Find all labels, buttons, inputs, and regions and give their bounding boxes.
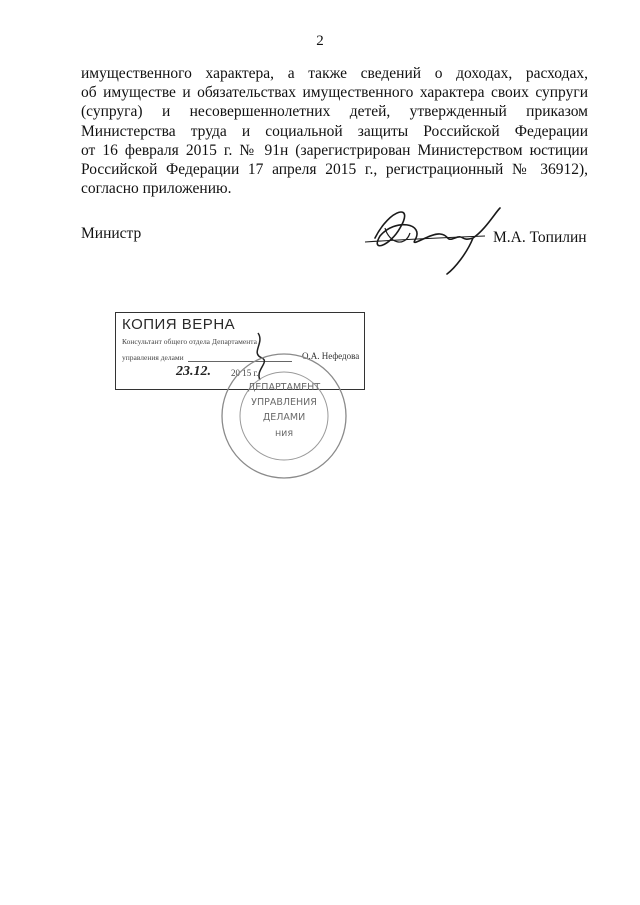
stamp-position-line: управления делами	[122, 353, 184, 362]
body-line: имущественного характера, а также сведений о доходах, расходах,	[81, 65, 588, 82]
body-line: от 16 февраля 2015 г. № 91н (зарегистрирован Министерством юстиции	[81, 141, 588, 159]
seal-line: ДЕПАРТАМЕНТ	[247, 382, 321, 393]
body-line: согласно приложению.	[81, 180, 232, 198]
official-seal	[218, 350, 350, 482]
minister-signature	[355, 198, 505, 278]
stamp-date: 23.12.	[176, 364, 211, 379]
seal-line: УПРАВЛЕНИЯ	[251, 397, 317, 408]
body-line: Министерства труда и социальной защиты Российской Федерации	[81, 122, 588, 140]
page-number: 2	[316, 33, 324, 49]
stamp-heading: КОПИЯ ВЕРНА	[122, 316, 236, 333]
minister-title: Министр	[81, 225, 142, 242]
stamp-year: 20 15 г.	[231, 368, 259, 378]
seal-line: ДЕЛАМИ	[262, 412, 306, 423]
minister-name: М.А. Топилин	[493, 229, 587, 246]
stamp-position-line: Консультант общего отдела Департамента	[122, 337, 257, 346]
body-line: Российской Федерации 17 апреля 2015 г., регистрационный № 36912),	[81, 161, 588, 179]
body-line: (супруга) и несовершеннолетних детей, утвержденный приказом	[81, 103, 588, 121]
body-line: об имуществе и обязательствах имущественного характера своих супруги	[81, 84, 588, 102]
stamp-signer: О.А. Нефедова	[302, 351, 360, 361]
body-text	[81, 64, 588, 198]
seal-line: ния	[274, 428, 294, 439]
